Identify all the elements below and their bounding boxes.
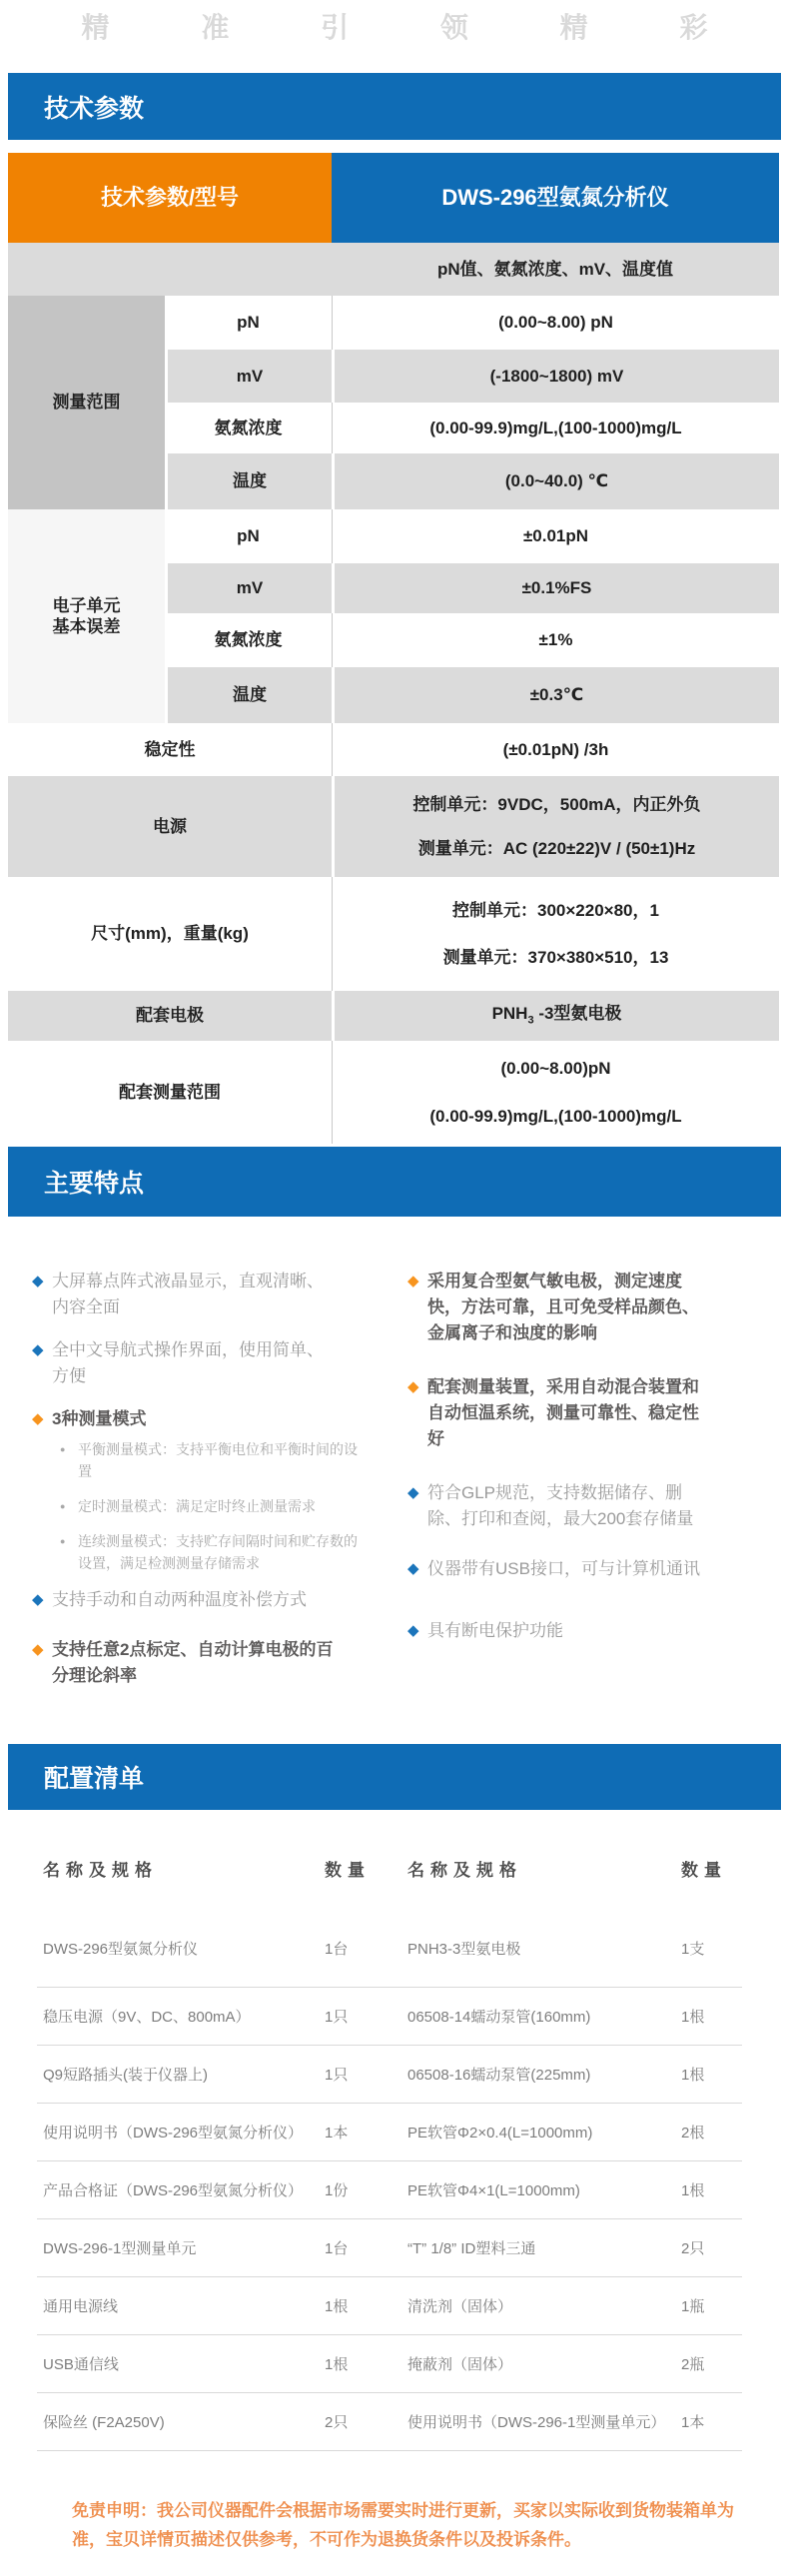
section-title-label: 主要特点 — [44, 1170, 145, 1198]
feature-text: 符合GLP规范，支持数据储存、删除、打印和查阅，最大200套存储量 — [427, 1483, 694, 1528]
config-item-name: 使用说明书（DWS-296型氨氮分析仪） — [43, 2125, 304, 2142]
config-item-qty: 1根 — [681, 2009, 705, 2026]
config-item-qty: 2根 — [681, 2125, 705, 2142]
slogan-text: 精 准 引 领 精 彩 — [81, 12, 750, 43]
feature-item — [407, 1618, 760, 1644]
table-row — [37, 1910, 742, 1988]
feature-item — [32, 1337, 385, 1389]
table-row — [37, 2219, 742, 2277]
config-item-name: USB通信线 — [43, 2356, 119, 2373]
config-item-qty: 1台 — [325, 2240, 349, 2257]
config-item-name: 使用说明书（DWS-296-1型测量单元） — [407, 2414, 666, 2431]
config-item-name: 06508-16蠕动泵管(225mm) — [407, 2067, 591, 2084]
config-item-qty: 1份 — [325, 2182, 349, 2199]
spec-range-row-label: pN — [165, 296, 332, 350]
diamond-icon: ◆ — [32, 1341, 44, 1358]
spec-error-row-value: ±0.01pN — [332, 509, 779, 563]
config-item-name: PNH3-3型氨电极 — [407, 1941, 521, 1958]
spec-power-value-line1: 控制单元：9VDC，500mA，内正外负 — [412, 795, 701, 815]
spec-range-row-value: (-1800~1800) mV — [332, 350, 779, 403]
config-item-name: 掩蔽剂（固体） — [407, 2356, 513, 2373]
config-item-name: 保险丝 (F2A250V) — [43, 2414, 165, 2431]
feature-list — [0, 1217, 789, 1744]
dot-icon: ● — [60, 1444, 66, 1454]
feature-text: 仪器带有USB接口，可与计算机通讯 — [427, 1559, 700, 1578]
section-title-features — [8, 1147, 781, 1217]
spec-power-value — [332, 776, 779, 877]
config-item-name: 06508-14蠕动泵管(160mm) — [407, 2009, 591, 2026]
config-item-qty: 2只 — [325, 2414, 349, 2431]
table-row — [37, 1988, 742, 2046]
spec-power-value-line2: 测量单元：AC (220±22)V / (50±1)Hz — [417, 838, 696, 858]
diamond-icon: ◆ — [407, 1273, 419, 1289]
spec-electrode-label: 配套电极 — [8, 991, 332, 1041]
config-item-qty: 1本 — [325, 2125, 349, 2142]
config-table — [8, 1840, 781, 2451]
section-title-tech-params — [8, 73, 781, 140]
spec-electrode-value — [332, 991, 779, 1041]
spec-range-row-label: 氨氮浓度 — [165, 403, 332, 453]
diamond-icon: ◆ — [407, 1378, 419, 1395]
feature-subtext: 定时测量模式：满足定时终止测量需求 — [78, 1498, 316, 1514]
spec-error-row-label: mV — [165, 563, 332, 613]
config-item-name: “T” 1/8” ID塑料三通 — [407, 2240, 536, 2257]
config-item-name: DWS-296-1型测量单元 — [43, 2240, 197, 2257]
spec-error-row-label: 氨氮浓度 — [165, 613, 332, 667]
feature-item — [407, 1480, 760, 1532]
spec-error-row-value: ±1% — [332, 613, 779, 667]
config-item-qty: 2只 — [681, 2240, 705, 2257]
feature-text: 3种测量模式 — [52, 1409, 147, 1428]
section-title-config-list — [8, 1744, 781, 1810]
spec-header-param: 技术参数/型号 — [8, 153, 332, 243]
config-item-qty: 1根 — [325, 2356, 349, 2373]
spec-error-row-label: pN — [165, 509, 332, 563]
config-item-qty: 1瓶 — [681, 2298, 705, 2315]
spec-display-row-label — [8, 243, 332, 296]
feature-column-right — [407, 1269, 760, 1661]
spec-size-label: 尺寸(mm)，重量(kg) — [8, 877, 332, 991]
config-item-name: PE软管Φ4×1(L=1000mm) — [407, 2182, 580, 2199]
spec-header-model: DWS-296型氨氮分析仪 — [332, 153, 779, 243]
spec-match-range-label: 配套测量范围 — [8, 1041, 332, 1144]
feature-subitem — [60, 1530, 385, 1574]
table-row — [37, 2161, 742, 2219]
feature-text: 大屏幕点阵式液晶显示，直观清晰、内容全面 — [52, 1272, 324, 1316]
config-item-name: 产品合格证（DWS-296型氨氮分析仪） — [43, 2182, 304, 2199]
diamond-icon: ◆ — [32, 1641, 44, 1658]
dot-icon: ● — [60, 1501, 66, 1511]
config-item-qty: 1本 — [681, 2414, 705, 2431]
config-item-name: 稳压电源（9V、DC、800mA） — [43, 2009, 251, 2026]
spec-error-row-value: ±0.1%FS — [332, 563, 779, 613]
spec-table — [8, 153, 781, 1144]
spec-range-row-value: (0.0~40.0) ℃ — [332, 453, 779, 509]
config-header-name: 名称及规格 — [43, 1860, 158, 1880]
spec-group-error-label — [8, 509, 165, 723]
spec-power-label: 电源 — [8, 776, 332, 877]
table-row — [37, 2335, 742, 2393]
feature-sublist — [60, 1438, 385, 1574]
feature-text: 配套测量装置，采用自动混合装置和自动恒温系统，测量可靠性、稳定性好 — [427, 1377, 699, 1448]
spec-display-row-value: pN值、氨氮浓度、mV、温度值 — [332, 243, 779, 296]
config-item-name: Q9短路插头(装于仪器上) — [43, 2067, 209, 2084]
spec-range-row-value: (0.00-99.9)mg/L,(100-1000)mg/L — [332, 403, 779, 453]
spec-error-row-label: 温度 — [165, 667, 332, 723]
config-item-name: DWS-296型氨氮分析仪 — [43, 1941, 199, 1958]
section-title-label: 配置清单 — [44, 1765, 145, 1793]
disclaimer-text: 免责申明：我公司仪器配件会根据市场需要实时进行更新，买家以实际收到货物装箱单为准，宝贝详情页描述仅供参考，不可作为退换货条件以及投诉条件。 — [72, 2501, 734, 2549]
feature-subitem — [60, 1495, 385, 1517]
feature-column-left — [32, 1269, 385, 1706]
config-header-qty: 数量 — [325, 1860, 371, 1880]
table-row — [37, 2393, 742, 2451]
spec-error-row-value: ±0.3℃ — [332, 667, 779, 723]
feature-subtext: 平衡测量模式：支持平衡电位和平衡时间的设置 — [78, 1441, 358, 1479]
feature-subtext: 连续测量模式：支持贮存间隔时间和贮存数的设置，满足检测测量存储需求 — [78, 1533, 358, 1571]
feature-text: 采用复合型氨气敏电极，测定速度快，方法可靠，且可免受样品颜色、金属离子和浊度的影响 — [427, 1272, 699, 1342]
feature-item — [32, 1269, 385, 1320]
config-item-qty: 1根 — [681, 2182, 705, 2199]
spec-match-range-line2: (0.00-99.9)mg/L,(100-1000)mg/L — [429, 1106, 682, 1126]
spec-stability-value: (±0.01pN) /3h — [332, 723, 779, 776]
diamond-icon: ◆ — [32, 1273, 44, 1289]
feature-text: 支持手动和自动两种温度补偿方式 — [52, 1590, 307, 1609]
feature-item — [407, 1374, 760, 1452]
config-item-qty: 1根 — [325, 2298, 349, 2315]
spec-range-row-label: 温度 — [165, 453, 332, 509]
feature-text: 全中文导航式操作界面，使用简单、方便 — [52, 1340, 324, 1385]
feature-item — [32, 1637, 385, 1689]
config-item-qty: 1台 — [325, 1941, 349, 1958]
feature-item — [32, 1406, 385, 1432]
spec-range-row-value: (0.00~8.00) pN — [332, 296, 779, 350]
spec-size-value-line1: 控制单元：300×220×80，1 — [452, 900, 659, 920]
spec-group-error-label-line2: 基本误差 — [52, 617, 121, 636]
feature-item — [32, 1587, 385, 1613]
diamond-icon: ◆ — [32, 1410, 44, 1427]
config-item-qty: 1根 — [681, 2067, 705, 2084]
spec-range-row-label: mV — [165, 350, 332, 403]
config-item-qty: 1只 — [325, 2067, 349, 2084]
config-item-name: 清洗剂（固体） — [407, 2298, 513, 2315]
diamond-icon: ◆ — [407, 1484, 419, 1501]
feature-subitem — [60, 1438, 385, 1482]
spec-electrode-value-text: $PNH_3$ -3型氨电极 — [491, 1004, 622, 1027]
config-item-qty: 1支 — [681, 1941, 705, 1958]
feature-item — [407, 1269, 760, 1346]
table-row — [37, 2277, 742, 2335]
spec-size-value — [332, 877, 779, 991]
config-item-name: PE软管Φ2×0.4(L=1000mm) — [407, 2125, 593, 2142]
config-item-name: 通用电源线 — [43, 2298, 119, 2315]
diamond-icon: ◆ — [407, 1560, 419, 1577]
spec-group-range-label: 测量范围 — [8, 296, 165, 509]
section-title-label: 技术参数 — [44, 94, 145, 123]
table-row — [37, 2104, 742, 2161]
feature-text: 支持任意2点标定、自动计算电极的百分理论斜率 — [52, 1640, 334, 1685]
feature-item — [407, 1556, 760, 1582]
diamond-icon: ◆ — [407, 1622, 419, 1639]
dot-icon: ● — [60, 1536, 66, 1546]
spec-stability-label: 稳定性 — [8, 723, 332, 776]
spec-size-value-line2: 测量单元：370×380×510，13 — [442, 948, 669, 967]
spec-group-error-label-line1: 电子单元 — [52, 595, 121, 615]
config-item-qty: 1只 — [325, 2009, 349, 2026]
feature-text: 具有断电保护功能 — [427, 1621, 563, 1640]
diamond-icon: ◆ — [32, 1591, 44, 1608]
config-header-qty: 数量 — [681, 1860, 727, 1880]
spec-match-range-value — [332, 1041, 779, 1144]
config-header-name: 名称及规格 — [407, 1860, 522, 1880]
config-header-row — [37, 1840, 742, 1896]
config-item-qty: 2瓶 — [681, 2356, 705, 2373]
spec-match-range-line1: (0.00~8.00)pN — [500, 1059, 611, 1079]
table-row — [37, 2046, 742, 2104]
